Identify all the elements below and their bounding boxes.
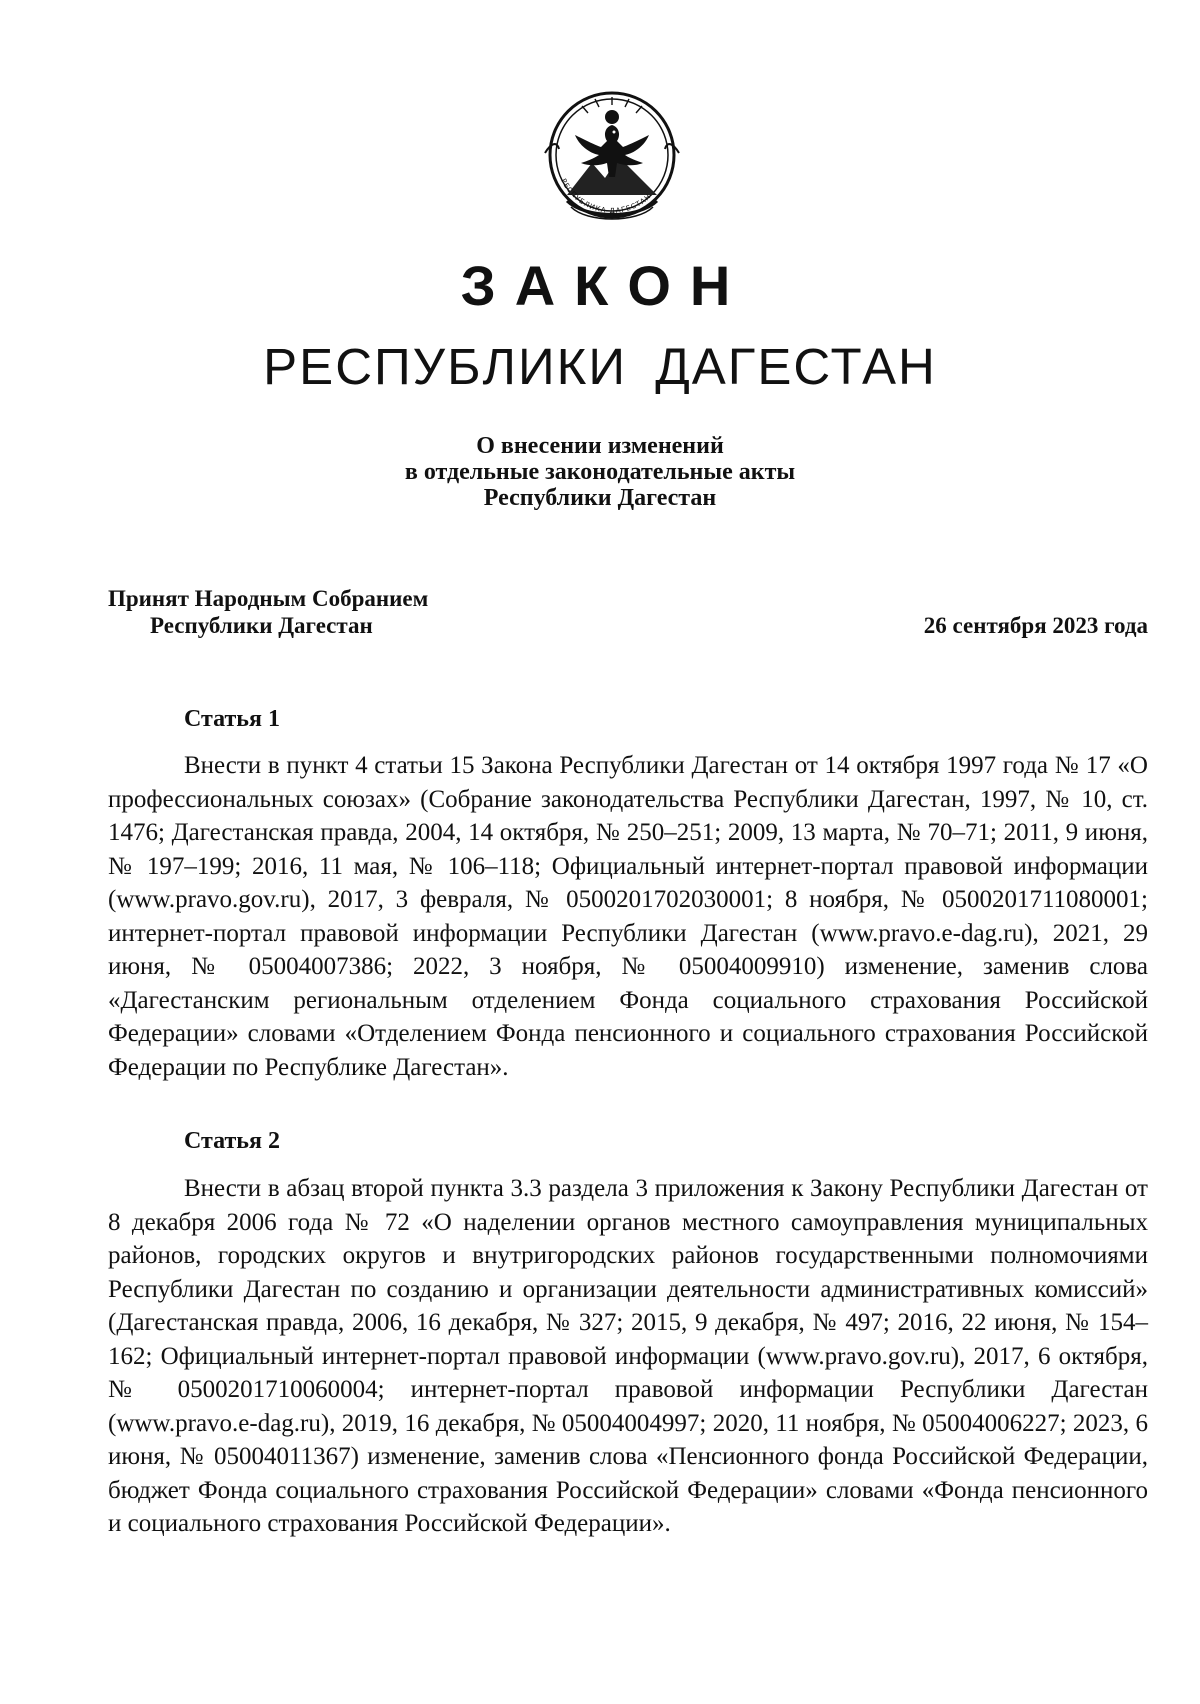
adoption-line-1: Принят Народным Собранием xyxy=(108,586,429,611)
law-name-line-3: Республики Дагестан xyxy=(483,485,717,511)
article-1-text: Внести в пункт 4 статьи 15 Закона Республики Дагестан от 14 октября 1997 года № 17 «О профессиональных союзах» (Собрание законодательства Республики Дагестан, 1997, № 10, ст. 1476; Дагестанская правда, 2004, 14 октября, № 250–251; 2009, 13 марта, № 70–71; 2011, 9 июня, № 197–199; 2016, 11 мая, № 106–118; Официальный интернет-портал правовой информации (www.pravo.gov.ru), 2017, 3 февраля, № 0500201702030001; 8 ноября, № 0500201711080001; интернет-портал правовой информации Республики Дагестан (www.pravo.e-dag.ru), 2021, 29 июня, № 05004007386; 2022, 3 ноября, № 05004009910) изменение, заменив слова «Дагестанским региональным отделением Фонда социального страхования Российской Федерации» словами «Отделением Фонда пенсионного и социального страхования Российской Федерации по Республике Дагестан». xyxy=(108,752,1148,1081)
adoption-body xyxy=(108,585,428,639)
emblem-inscription: РЕСПУБЛИКА ДАГЕСТАН xyxy=(559,177,653,215)
article-2-text: Внести в абзац второй пункта 3.3 раздела 3 приложения к Закону Республики Дагестан от 8 декабря 2006 года № 72 «О наделении органов местного самоуправления муниципальных районов, городских округов и внутригородских районов государственными полномочиями Республики Дагестан по созданию и организации деятельности административных комиссий» (Дагестанская правда, 2006, 16 декабря, № 327; 2015, 9 декабря, № 497; 2016, 22 июня, № 154–162; Официальный интернет-портал правовой информации (www.pravo.gov.ru), 2017, 6 октября, № 0500201710060004; интернет-портал правовой информации Республики Дагестан (www.pravo.e-dag.ru), 2019, 16 декабря, № 05004004997; 2020, 11 ноября, № 05004006227; 2023, 6 июня, № 05004011367) изменение, заменив слова «Пенсионного фонда Российской Федерации, бюджет Фонда социального страхования Российской Федерации» словами «Фонда пенсионного и социального страхования Российской Федерации». xyxy=(108,1175,1148,1537)
adoption-line-2: Республики Дагестан xyxy=(150,613,373,638)
article-1-heading: Статья 1 xyxy=(184,706,280,732)
law-name-line-1: О внесении изменений xyxy=(476,433,724,459)
law-name xyxy=(0,433,1200,511)
document-subtitle: РЕСПУБЛИКИ ДАГЕСТАН xyxy=(263,338,937,395)
document-title: ЗАКОН xyxy=(460,254,750,317)
article-2-heading: Статья 2 xyxy=(184,1128,280,1154)
adoption-date: 26 сентября 2023 года xyxy=(923,613,1148,638)
coat-of-arms-icon xyxy=(537,83,687,231)
law-name-line-2: в отдельные законодательные акты xyxy=(404,459,796,485)
